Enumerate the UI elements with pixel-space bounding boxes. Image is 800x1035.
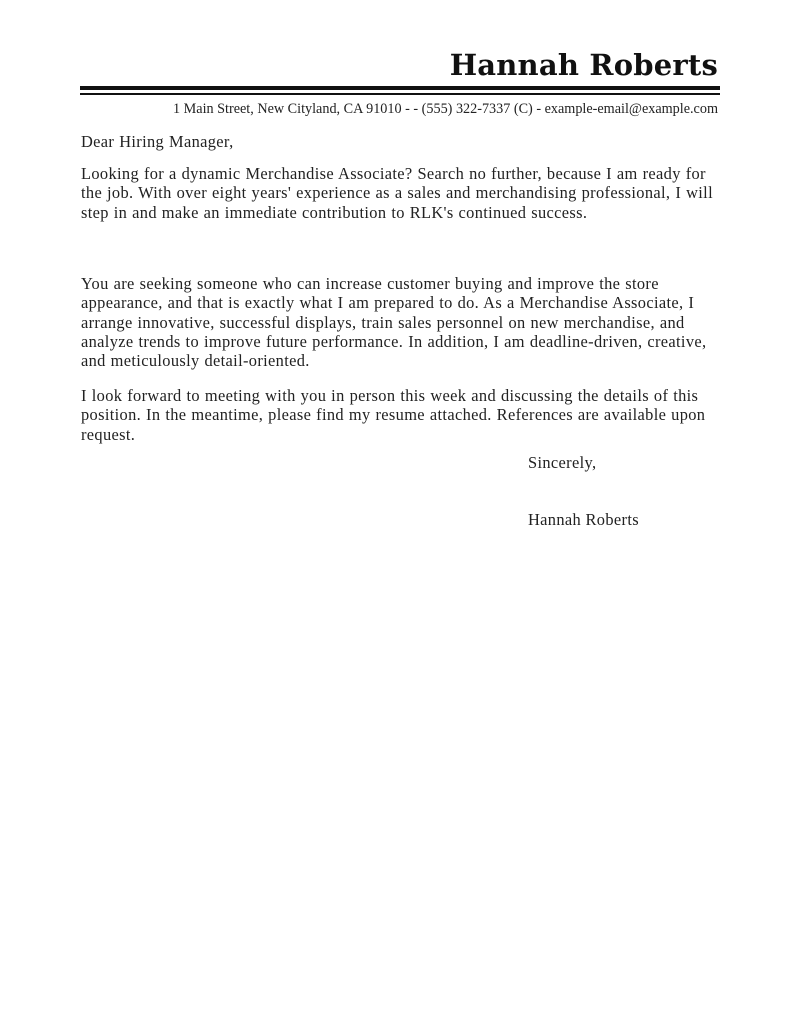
salutation: Dear Hiring Manager, [81, 132, 234, 151]
closing: Sincerely, [528, 453, 597, 472]
header-rule-thin [80, 93, 720, 95]
paragraph-intro: Looking for a dynamic Merchandise Associate? Search no further, because I am ready for the job. With over eight years' experience as a sales and merchandising professional, I will step in and make an immediate contribution to RLK's continued success. [81, 164, 713, 222]
paragraph-closing: I look forward to meeting with you in person this week and discussing the details of this position. In the meantime, please find my resume attached. References are available upon request. [81, 386, 706, 444]
signature: Hannah Roberts [528, 510, 639, 529]
paragraph-qualifications: You are seeking someone who can increase customer buying and improve the store appearance, and that is exactly what I am prepared to do. As a Merchandise Associate, I arrange innovative, successful displays, train sales personnel on new merchandise, and analyze trends to improve future performance. In addition, I am deadline-driven, creative, and meticulously detail-oriented. [81, 274, 707, 371]
contact-info: 1 Main Street, New Cityland, CA 91010 - - (555) 322-7337 (C) - example-email@example.com [173, 101, 718, 117]
applicant-name: Hannah Roberts [449, 48, 718, 82]
header-rule-thick [80, 86, 720, 90]
